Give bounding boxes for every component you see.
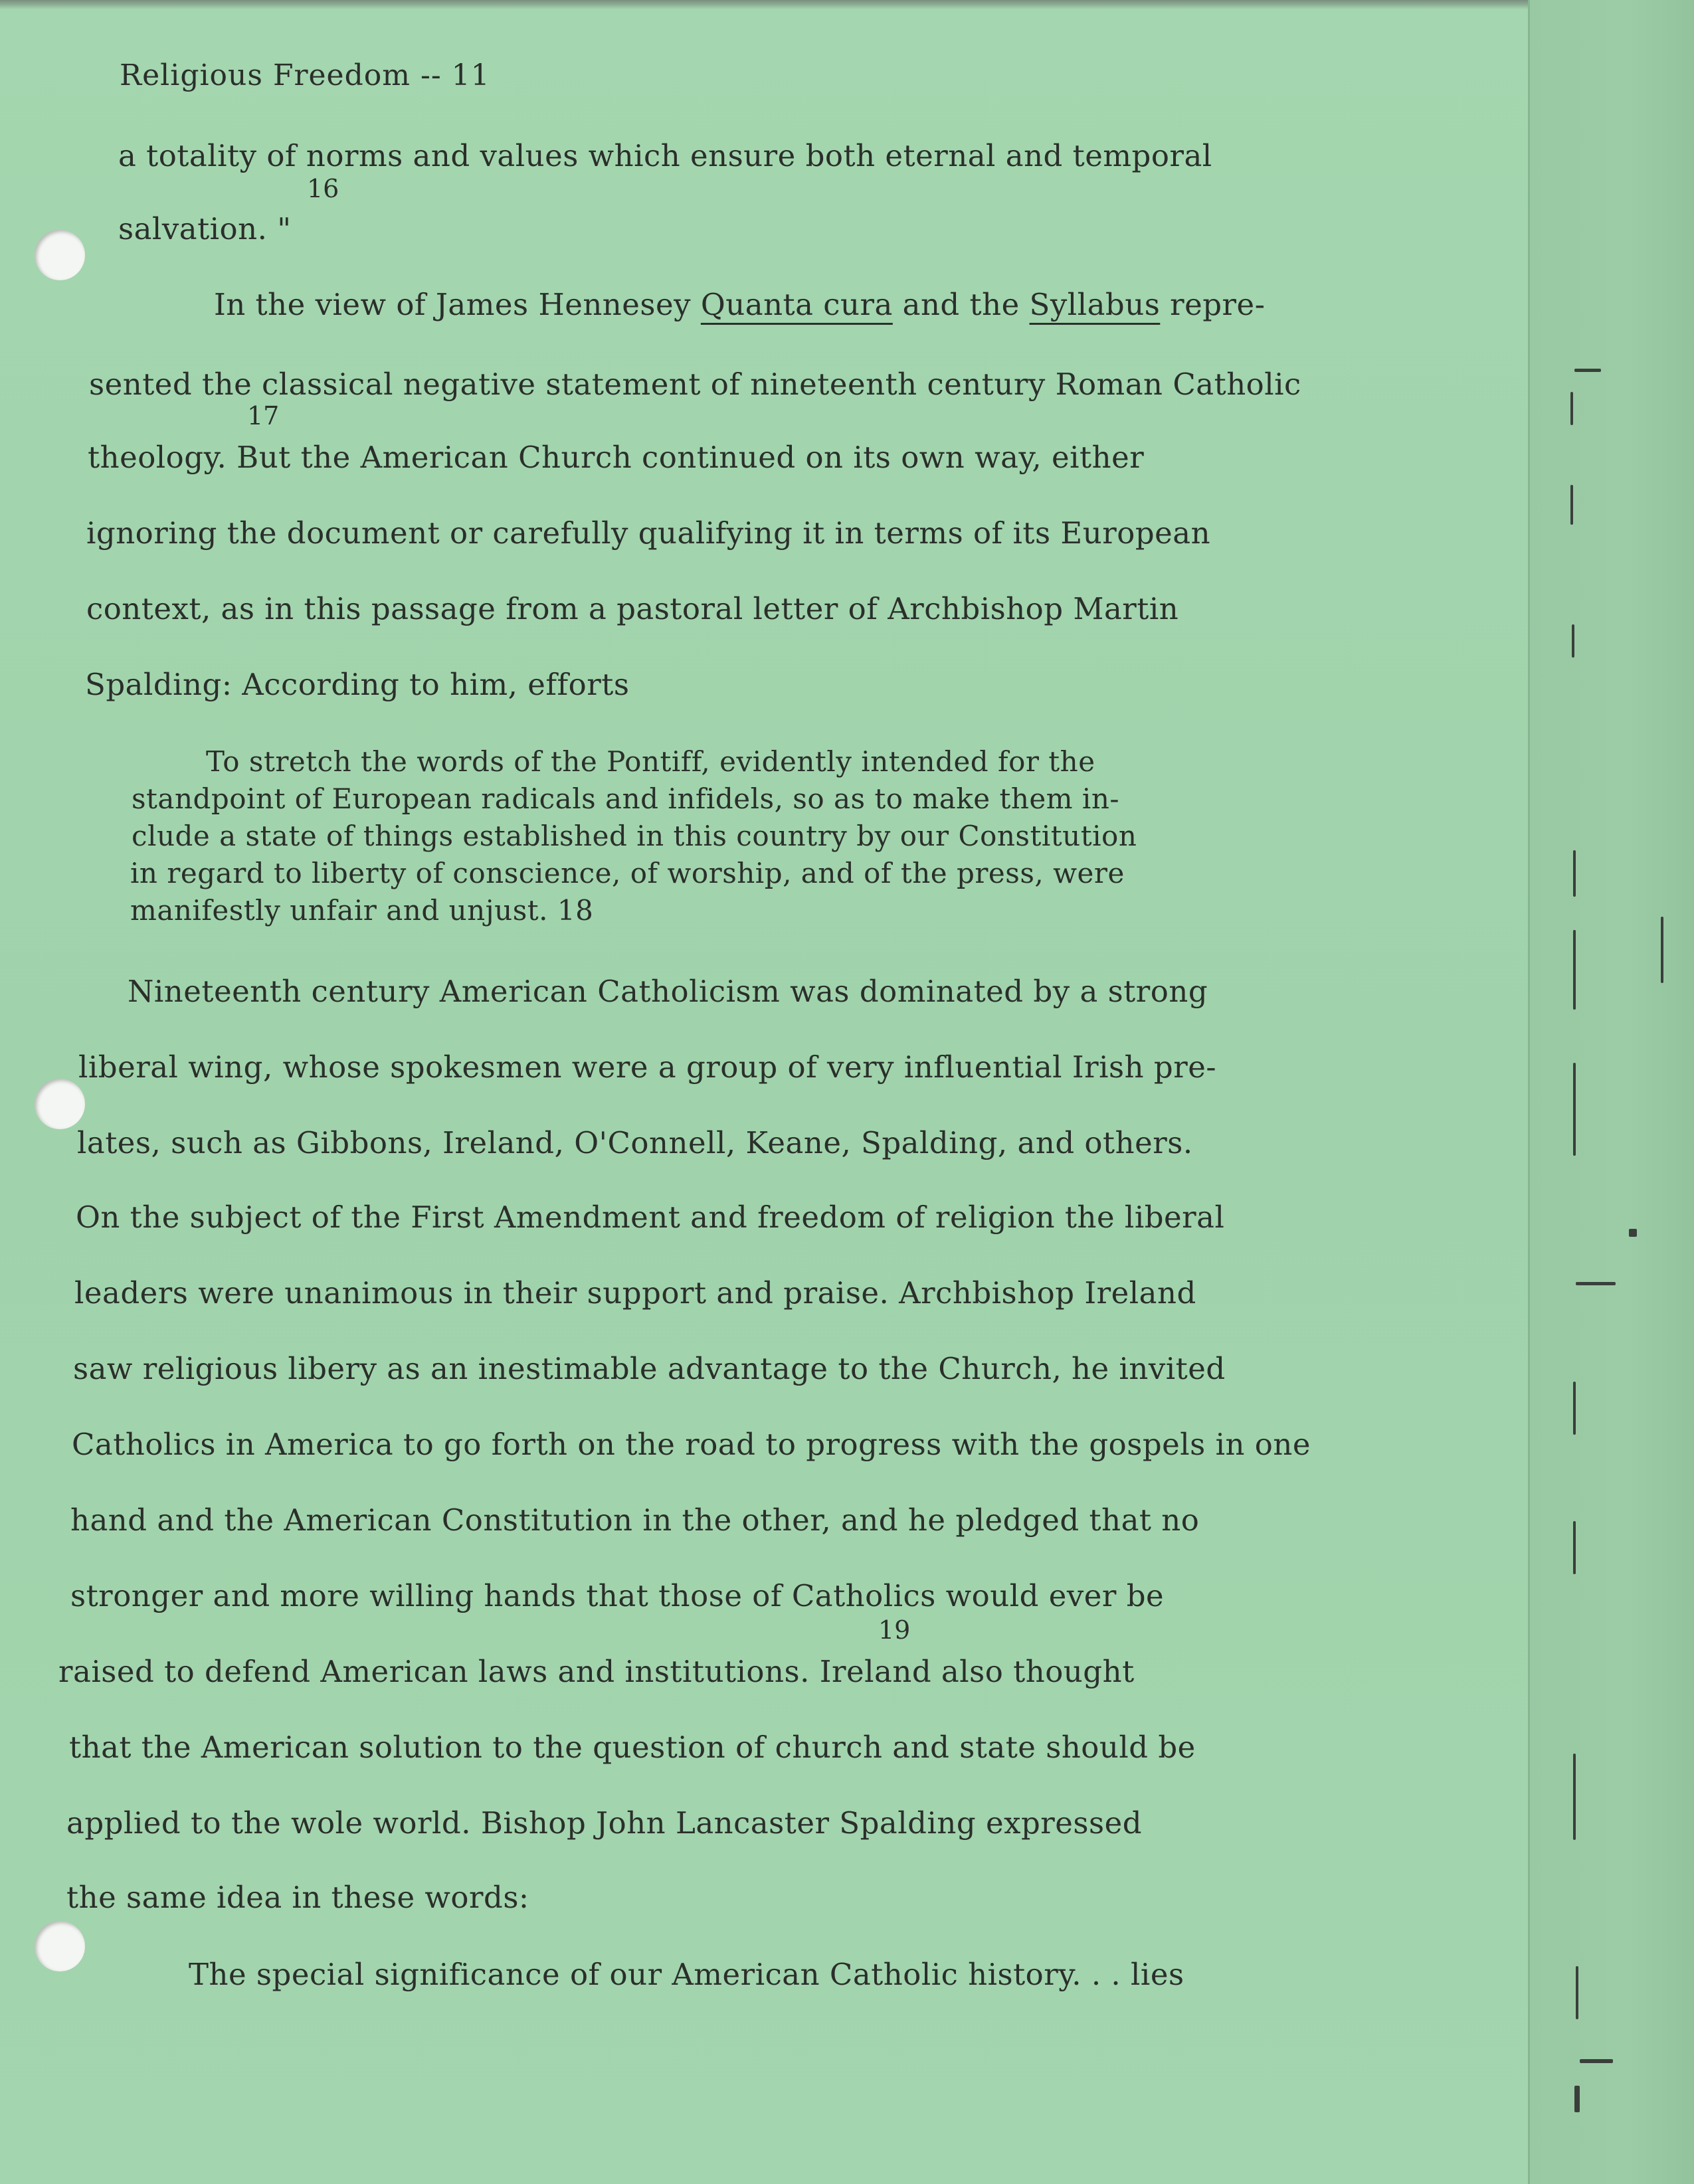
body-line: Catholics in America to go forth on the road to progress with the gospels in one	[72, 1427, 1311, 1462]
footnote-marker-17: 17	[247, 401, 280, 430]
scan-mark	[1573, 1063, 1576, 1156]
scan-mark	[1573, 850, 1576, 897]
text-run: and the	[892, 287, 1030, 322]
body-line: hand and the American Constitution in the other, and he pledged that no	[70, 1502, 1200, 1538]
scan-mark	[1574, 369, 1601, 372]
title-syllabus: Syllabus	[1029, 287, 1161, 322]
fold-line	[1528, 0, 1530, 2184]
punch-hole-top	[35, 230, 85, 280]
body-line: raised to defend American laws and institutions. Ireland also thought	[58, 1654, 1135, 1689]
block-quote-line: in regard to liberty of conscience, of worship, and of the press, were	[130, 857, 1125, 889]
scan-mark	[1580, 2059, 1613, 2063]
footnote-marker-16: 16	[307, 174, 339, 203]
body-line: leaders were unanimous in their support and praise. Archbishop Ireland	[74, 1275, 1196, 1311]
title-quanta-cura: Quanta cura	[700, 287, 893, 322]
body-line: lates, such as Gibbons, Ireland, O'Connell, Keane, Spalding, and others.	[77, 1125, 1193, 1160]
body-line: sented the classical negative statement of nineteenth century Roman Catholic	[89, 367, 1301, 402]
footnote-marker-19: 19	[878, 1615, 911, 1645]
body-line: a totality of norms and values which ensure both eternal and temporal	[118, 138, 1212, 173]
body-line: ignoring the document or carefully qualifying it in terms of its European	[86, 515, 1211, 551]
body-line: context, as in this passage from a pastoral letter of Archbishop Martin	[86, 591, 1179, 626]
scan-mark	[1570, 392, 1573, 425]
body-line: Spalding: According to him, efforts	[85, 667, 630, 702]
scan-mark	[1570, 485, 1573, 525]
body-line-hennesey	[214, 287, 1265, 322]
block-quote-line: standpoint of European radicals and infidels, so as to make them in-	[132, 782, 1120, 815]
block-quote-line: The special significance of our American Catholic history. . . lies	[189, 1957, 1184, 1992]
scan-mark	[1574, 2086, 1580, 2112]
running-head: Religious Freedom -- 11	[120, 58, 490, 92]
body-line: salvation. "	[118, 211, 292, 246]
page-top-edge	[0, 0, 1694, 9]
body-line: stronger and more willing hands that those of Catholics would ever be	[70, 1578, 1165, 1613]
scan-mark	[1573, 930, 1576, 1010]
punch-hole-middle	[35, 1079, 85, 1129]
scan-mark	[1629, 1229, 1637, 1237]
punch-hole-bottom	[35, 1921, 85, 1971]
right-margin-strip	[1528, 0, 1694, 2184]
scan-mark	[1573, 1754, 1576, 1840]
body-line: theology. But the American Church continued on its own way, either	[88, 440, 1145, 475]
body-line: liberal wing, whose spokesmen were a group of very influential Irish pre-	[78, 1049, 1217, 1085]
text-run: repre-	[1160, 287, 1266, 322]
scan-mark	[1576, 1282, 1616, 1285]
body-line: On the subject of the First Amendment and freedom of religion the liberal	[76, 1200, 1225, 1235]
scan-mark	[1573, 1382, 1576, 1435]
block-quote-line: clude a state of things established in this country by our Constitution	[132, 820, 1137, 852]
body-line: the same idea in these words:	[66, 1880, 529, 1915]
scan-mark	[1572, 624, 1574, 658]
scan-mark	[1573, 1521, 1576, 1574]
block-quote-line: manifestly unfair and unjust. 18	[130, 894, 594, 927]
scan-mark	[1661, 917, 1663, 983]
body-line: that the American solution to the question of church and state should be	[69, 1730, 1196, 1765]
scan-mark	[1576, 1966, 1578, 2019]
body-line: applied to the wole world. Bishop John Lancaster Spalding expressed	[66, 1805, 1143, 1841]
body-line: saw religious libery as an inestimable advantage to the Church, he invited	[73, 1351, 1226, 1386]
body-line: Nineteenth century American Catholicism was dominated by a strong	[128, 974, 1208, 1009]
text-run: In the view of James Hennesey	[214, 287, 701, 322]
block-quote-line: To stretch the words of the Pontiff, evidently intended for the	[206, 745, 1095, 778]
